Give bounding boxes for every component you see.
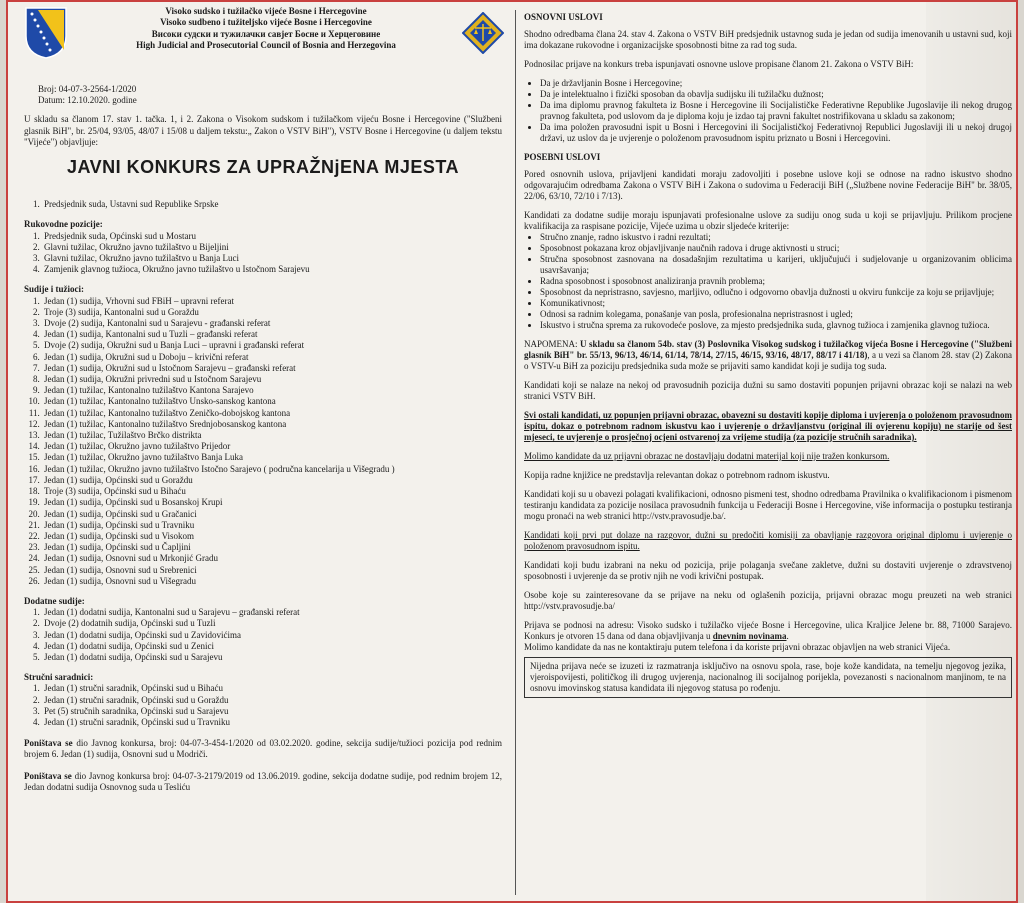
list-item: 3. Glavni tužilac, Okružno javno tužilaštvo u Banja Luci [42, 253, 502, 264]
bullet-item: • Da je intelektualno i fizički sposoban da obavlja sudijsku ili tužilačku dužnost; [540, 89, 1012, 100]
bullet-item: • Da je državljanin Bosne i Hercegovine; [540, 78, 1012, 89]
list-item: 3. Jedan (1) dodatni sudija, Općinski sud u Zavidovićima [42, 630, 502, 641]
list-item: 7. Jedan (1) sudija, Okružni sud u Istočnom Sarajevu – građanski referat [42, 363, 502, 374]
list-item: 1. Jedan (1) sudija, Vrhovni sud FBiH – upravni referat [42, 296, 502, 307]
council-name-sr: Високи судски и тужилачки савјет Босне и Херцеговине [151, 28, 381, 39]
list-item: 4. Jedan (1) sudija, Kantonalni sud u Tuzli – građanski referat [42, 329, 502, 340]
kopija-paragraph: Kopija radne knjižice ne predstavlja relevantan dokaz o potrebnom radnom iskustvu. [524, 470, 830, 480]
list-item: 17. Jedan (1) sudija, Općinski sud u Goraždu [42, 475, 502, 486]
council-names [76, 6, 456, 52]
list-item: 23. Jedan (1) sudija, Općinski sud u Čapljini [42, 542, 502, 553]
osnovni-bullets [524, 78, 1012, 144]
list-item: 6. Jedan (1) sudija, Okružni sud u Doboju – krivični referat [42, 352, 502, 363]
list-item: 13. Jedan (1) tužilac, Tužilaštvo Brčko distrikta [42, 430, 502, 441]
molimo-paragraph: Molimo kandidate da uz prijavni obrazac ne dostavljaju dodatni materijal koji nije tražen konkursom. [524, 451, 890, 461]
list-item: 10. Jedan (1) tužilac, Kantonalno tužilaštvo Unsko-sanskog kantona [42, 396, 502, 407]
list-item: 8. Jedan (1) sudija, Okružni privredni sud u Istočnom Sarajevu [42, 374, 502, 385]
list-item: 1. Predsjednik suda, Ustavni sud Republike Srpske [42, 199, 502, 210]
list-item: 24. Jedan (1) sudija, Osnovni sud u Mrkonjić Gradu [42, 553, 502, 564]
kontakt-text: Molimo kandidate da nas ne kontaktiraju putem telefona i da koriste prijavni obrazac objavljen na web stranici Vijeća. [524, 642, 951, 652]
ponistava-text: dio Javnog konkursa, broj: 04-07-3-454-1/2020 od 03.02.2020. godine, sekcija sudije/tužioci pozicija pod rednim brojem 6. Jedan (1) sudija, Osnovni sud u Modriči. [24, 738, 502, 760]
posebni-paragraph-1: Pored osnovnih uslova, prijavljeni kandidati moraju zadovoljiti i posebne uslove koji se odnose na radno iskustvo shodno odgovarajućim odredbama Zakona o VSTV BiH i Zakona o sudovima u Federaciji BiH („Službene novine Federacije BiH" br. 38/05, 22/06, 63/10, 72/10 i 7/13). [524, 169, 1012, 201]
list-item: 1. Jedan (1) stručni saradnik, Općinski sud u Bihaću [42, 683, 502, 694]
ponistava-label: Poništava se [24, 770, 72, 781]
list-item: 11. Jedan (1) tužilac, Kantonalno tužilaštvo Zeničko-dobojskog kantona [42, 408, 502, 419]
council-name-hr: Visoko sudbeno i tužiteljsko vijeće Bosne i Hercegovine [160, 17, 372, 28]
obrazac-paragraph: Kandidati koji se nalaze na nekoj od pravosudnih pozicija dužni su samo dostaviti popunjen prijavni obrazac koji se nalazi na web stranici VSTV BiH. [524, 380, 1012, 401]
list-item: 1. Jedan (1) dodatni sudija, Kantonalni sud u Sarajevu – građanski referat [42, 607, 502, 618]
council-name-en: High Judicial and Prosecutorial Council of Bosnia and Herzegovina [136, 40, 396, 51]
list-item: 5. Jedan (1) dodatni sudija, Općinski sud u Sarajevu [42, 652, 502, 663]
bih-coat-of-arms-icon [24, 6, 68, 60]
list-item: 9. Jedan (1) tužilac, Kantonalno tužilaštvo Kantona Sarajevo [42, 385, 502, 396]
list-item: 25. Jedan (1) sudija, Osnovni sud u Srebrenici [42, 565, 502, 576]
announcement-title: JAVNI KONKURS ZA UPRAŽNjENA MJESTA [66, 157, 460, 178]
rukovodne-heading: Rukovodne pozicije: [24, 219, 103, 230]
list-item: 5. Dvoje (2) sudija, Okružni sud u Banja Luci – upravni i građanski referat [42, 340, 502, 351]
list-item: 16. Jedan (1) tužilac, Okružno javno tužilaštvo Istočno Sarajevo ( područna kancelarija u Višegradu ) [42, 464, 502, 475]
osnovni-paragraph-2: Podnosilac prijave na konkurs treba ispunjavati osnovne uslove propisane članom 21. Zakona o VSTV BiH: [524, 59, 914, 69]
announcement-page [6, 0, 1018, 903]
osobe-paragraph: Osobe koje su zainteresovane da se prijave na neku od oglašenih pozicija, prijavni obrazac mogu preuzeti na web stranici http://vstv.pravosudje.ba/ [524, 590, 1012, 611]
list-item: 20. Jedan (1) sudija, Općinski sud u Gračanici [42, 509, 502, 520]
dodatne-list [24, 607, 502, 663]
list-item: 3. Pet (5) stručnih saradnika, Općinski sud u Sarajevu [42, 706, 502, 717]
first-position-list [24, 199, 502, 210]
non-discrimination-box: Nijedna prijava neće se izuzeti iz razmatranja isključivo na osnovu spola, rase, boje kože kandidata, na temelju njegovog jezika, vjeroispovijesti, političkog ili drugog uvjerenja, nacionalnog ili socijalnog porijekla, povezanosti s nacionalnom manjinom, te na osnovu imovinskog statusa kandidata ili njegovog statusa po rođenju. [524, 657, 1012, 698]
list-item: 2. Glavni tužilac, Okružno javno tužilaštvo u Bijeljini [42, 242, 502, 253]
bullet-item: • Odnosi sa radnim kolegama, ponašanje van posla, profesionalna nepristrasnost i ugled; [540, 309, 1012, 320]
list-item: 22. Jedan (1) sudija, Općinski sud u Visokom [42, 531, 502, 542]
list-item: 4. Jedan (1) stručni saradnik, Općinski sud u Travniku [42, 717, 502, 728]
sudije-heading: Sudije i tužioci: [24, 284, 84, 295]
adresa-paragraph [524, 620, 1012, 653]
ponistava-text: dio Javnog konkursa broj: 04-07-3-2179/2019 od 13.06.2019. godine, sekcija dodatne sudije, pod rednim brojem 12, Jedan dodatni sudija Osnovnog suda u Tesliću [24, 770, 503, 792]
bullet-item: • Sposobnost pokazana kroz objavljivanje naučnih radova i druge aktivnosti u struci; [540, 243, 1012, 254]
list-item: 4. Zamjenik glavnog tužioca, Okružno javno tužilaštvo u Istočnom Sarajevu [42, 264, 502, 275]
document-meta [38, 84, 502, 106]
razgovor-paragraph: Kandidati koji prvi put dolaze na razgovor, dužni su predočiti komisiji za obavljanje razgovora original diplomu i uvjerenje o položenom pravosudnom ispitu. [524, 530, 1012, 551]
ponistava-label: Poništava se [24, 738, 73, 749]
ponistava-paragraph-2 [24, 771, 502, 793]
ostali-kandidati-paragraph: Svi ostali kandidati, uz popunjen prijavni obrazac, obavezni su dostaviti kopije diploma i uvjerenja o položenom pravosudnom ispitu, dokaz o potrebnom radnom iskustvu kao i uvjerenje o državljanstvu (original ili ovjerenu kopiju) ne starije od šest mjeseci, te uvjerenje o prosječnoj ocjeni ostvarenoj za vrijeme studija (za pozicije stručnih saradnika). [524, 410, 1012, 442]
strucni-list [24, 683, 502, 728]
kvalifikacioni-paragraph: Kandidati koji su u obavezi polagati kvalifikacioni, odnosno pismeni test, shodno odredbama Pravilnika o kvalifikacionom i pismenom testiranju kandidata za pozicije nosilaca pravosudnih funkcija u Federaciji Bosne i Hercegovine, više informacija o postupku testiranja mogu pronaći na web stranici http://vstv.pravosudje.ba/. [524, 489, 1012, 521]
bullet-item: • Stručna sposobnost zasnovana na dosadašnjim rezultatima u karijeri, uključujući i sudjelovanje u organizovanim oblicima usavršavanja; [540, 254, 1012, 276]
bullet-item: • Komunikativnost; [540, 298, 1012, 309]
posebni-uslovi-heading: POSEBNI USLOVI [524, 152, 601, 162]
rukovodne-list [24, 231, 502, 276]
osnovni-uslovi-heading: OSNOVNI USLOVI [524, 12, 603, 22]
list-item: 26. Jedan (1) sudija, Osnovni sud u Višegradu [42, 576, 502, 587]
list-item: 18. Troje (3) sudija, Općinski sud u Bihaću [42, 486, 502, 497]
hjpc-emblem-icon [462, 12, 504, 54]
right-column [524, 8, 1012, 698]
council-name-bs: Visoko sudsko i tužilačko vijeće Bosne i Hercegovine [165, 6, 367, 16]
ponistava-paragraph-1 [24, 738, 502, 760]
strucni-heading: Stručni saradnici: [24, 672, 94, 683]
list-item: 3. Dvoje (2) sudija, Kantonalni sud u Sarajevu - građanski referat [42, 318, 502, 329]
left-column [24, 6, 502, 793]
bullet-item: • Da ima diplomu pravnog fakulteta iz Bosne i Hercegovine ili Socijalističke Federativne Republike Jugoslavije ili nekog drugog pravnog fakulteta, pod uslovom da je diploma koju je izdao taj pravni fakultet nostrifikovana u skladu sa zakonom; [540, 100, 1012, 122]
list-item: 4. Jedan (1) dodatni sudija, Općinski sud u Zenici [42, 641, 502, 652]
adresa-text: Prijava se podnosi na adresu: Visoko sudsko i tužilačko vijeće Bosne i Hercegovine, ulica Kraljice Jelene br. 88, 71000 Sarajevo. Konkurs je otvoren 15 dana od dana objavljivanja u [524, 620, 1012, 641]
column-divider [515, 10, 516, 895]
list-item: 12. Jedan (1) tužilac, Kantonalno tužilaštvo Srednjobosanskog kantona [42, 419, 502, 430]
napomena-paragraph [524, 339, 1012, 372]
list-item: 1. Predsjednik suda, Općinski sud u Mostaru [42, 231, 502, 242]
document-number: Broj: 04-07-3-2564-1/2020 [38, 84, 137, 94]
bullet-item: • Sposobnost da nepristrasno, savjesno, marljivo, odlučno i odgovorno obavlja dužnosti u okviru funkcije za koju se prijavljuje; [540, 287, 1012, 298]
list-item: 15. Jedan (1) tužilac, Okružno javno tužilaštvo Banja Luka [42, 452, 502, 463]
bullet-item: • Stručno znanje, radno iskustvo i radni rezultati; [540, 232, 1012, 243]
bullet-item: • Iskustvo i stručna sprema za rukovodeće poslove, za mjesto predsjednika suda, glavnog tužioca i zamjenika glavnog tužioca. [540, 320, 1012, 331]
posebni-paragraph-2: Kandidati za dodatne sudije moraju ispunjavati profesionalne uslove za sudiju onog suda u koji se prijavljuju. Prilikom procjene kvalifikacija za raspisane pozicije, Vijeće uzima u obzir sljedeće kriterije: [524, 210, 1012, 231]
posebni-bullets [524, 232, 1012, 331]
intro-paragraph: U skladu sa članom 17. stav 1. tačka. 1, i 2. Zakona o Visokom sudskom i tužilačkom vijeću Bosne i Hercegovine ("Službeni glasnik BiH", br. 25/04, 93/05, 48/07 i 15/08 u daljem tekstu:„ Zakon o VSTV BiH"), VSTV Bosne i Hercegovine (u daljem tekstu "Vijeće") objavljuje: [24, 114, 502, 147]
list-item: 2. Dvoje (2) dodatnih sudija, Općinski sud u Tuzli [42, 618, 502, 629]
document-date: Datum: 12.10.2020. godine [38, 95, 137, 106]
napomena-label: NAPOMENA: [524, 339, 578, 349]
napomena-bold-text: U skladu sa članom 54b. stav (3) Poslovnika Visokog sudskog i tužilačkog vijeća Bosne i Hercegovine ("Službeni glasnik BiH" br. 55/13, 96/13, 46/14, 61/14, 78/14, 27/15, 46/15, 93/16, 48/17, 88/17 i 41/18) [524, 339, 1012, 360]
osnovni-paragraph-1: Shodno odredbama člana 24. stav 4. Zakona o VSTV BiH predsjednik ustavnog suda je jedan od sudija imenovanih u ustavni sud, koji ima dokazane rukovodne i organizacijske sposobnosti bitne za rad tog suda. [524, 29, 1012, 50]
dodatne-heading: Dodatne sudije: [24, 595, 85, 606]
adresa-end: . [786, 631, 789, 641]
sudije-list [24, 296, 502, 587]
bullet-item: • Radna sposobnost i sposobnost analiziranja pravnih problema; [540, 276, 1012, 287]
list-item: 19. Jedan (1) sudija, Općinski sud u Bosanskoj Krupi [42, 497, 502, 508]
letterhead [24, 6, 502, 78]
list-item: 21. Jedan (1) sudija, Općinski sud u Travniku [42, 520, 502, 531]
list-item: 14. Jedan (1) tužilac, Okružno javno tužilaštvo Prijedor [42, 441, 502, 452]
napomena-text: , a u vezi sa članom 28. stav (2) Zakona o VSTV-u BiH za poziciju predsjednika suda može se prijaviti samo kandidat koji je sudija tog suda. [524, 350, 1012, 371]
izabrani-paragraph: Kandidati koji budu izabrani na neku od pozicija, prije polaganja svečane zakletve, dužni su dostaviti uvjerenje o zdravstvenoj sposobnosti i uvjerenje da se protiv njih ne vodi krivični postupak. [524, 560, 1012, 581]
dnevne-novine-text: dnevnim novinama [712, 631, 787, 641]
bullet-item: • Da ima položen pravosudni ispit u Bosni i Hercegovini ili Socijalističkoj Federativnoj Republici Jugoslaviji ili u nekoj drugoj državi, uz uslov da je uvjerenje o položenom pravosudnom ispitu priznato u Bosni i Hercegovini. [540, 122, 1012, 144]
list-item: 2. Jedan (1) stručni saradnik, Općinski sud u Goraždu [42, 695, 502, 706]
list-item: 2. Troje (3) sudija, Kantonalni sud u Goraždu [42, 307, 502, 318]
